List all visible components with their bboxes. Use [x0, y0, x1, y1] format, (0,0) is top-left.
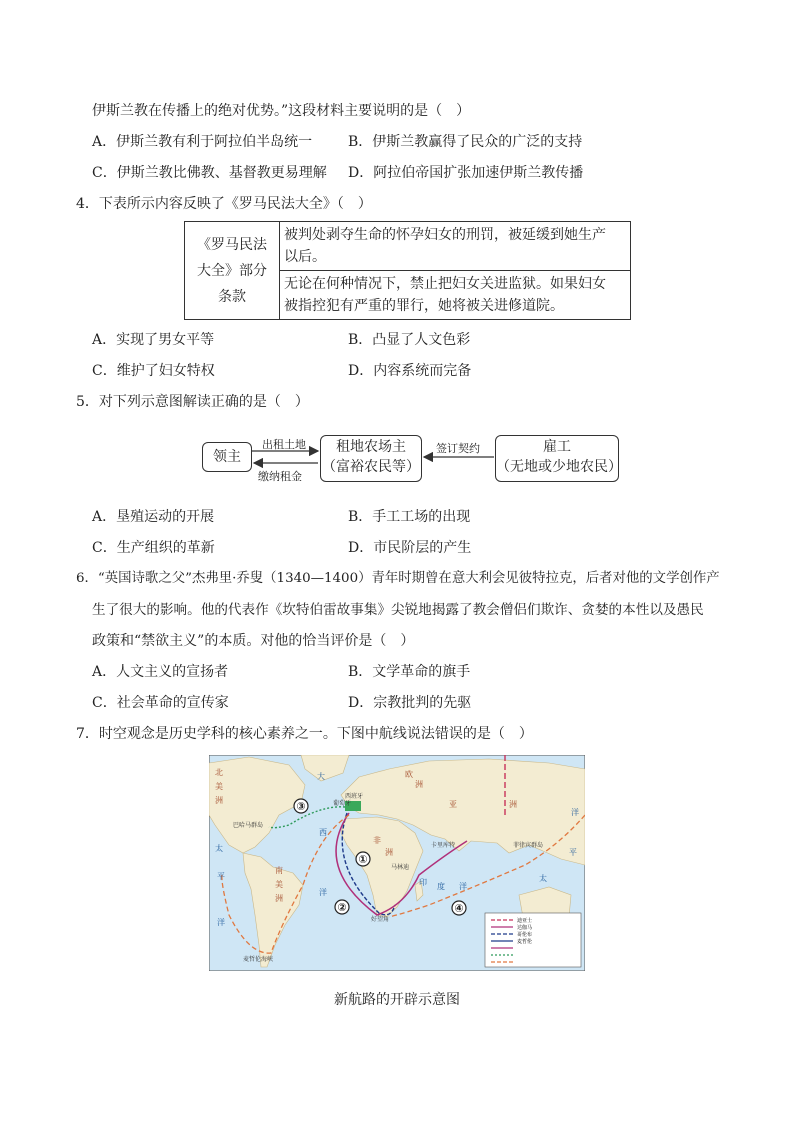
- legend-item-4: 麦哲伦: [517, 939, 533, 945]
- map-legend: [485, 913, 581, 967]
- diagram-arrows: [0, 0, 794, 500]
- label-north-america-3: 洲: [215, 796, 223, 805]
- label-malindi: 马林迪: [391, 864, 410, 871]
- q3-option-d: D．阿拉伯帝国扩张加速伊斯兰教传播: [348, 165, 584, 181]
- legend-item-1: 迪亚士: [517, 918, 533, 924]
- q4-stem: 4．下表所示内容反映了《罗马民法大全》（ ）: [76, 196, 372, 212]
- q3-option-c: C．伊斯兰教比佛教、基督教更易理解: [92, 165, 327, 181]
- label-bahamas: 巴哈马群岛: [233, 822, 264, 829]
- label-north-america-1: 北: [215, 768, 223, 777]
- clause-1-line-1: 被判处剥夺生命的怀孕妇女的刑罚，被延缓到她生产: [284, 227, 606, 243]
- label-africa-2: 洲: [385, 848, 393, 857]
- label-europe-1: 欧: [405, 770, 413, 779]
- legend-box: [485, 913, 581, 967]
- clause-2-line-1: 无论在何种情况下，禁止把妇女关进监狱。如果妇女: [284, 276, 606, 292]
- worker-subtitle: （无地或少地农民）: [496, 459, 622, 475]
- label-pacific-west-3: 洋: [217, 918, 225, 927]
- route-marker-1-label: ①: [358, 853, 368, 866]
- label-south-america-2: 美: [275, 880, 283, 889]
- q6-option-d: D．宗教批判的先驱: [348, 695, 472, 711]
- label-south-america-3: 洲: [275, 894, 283, 903]
- legend-item-3: 哥伦布: [517, 932, 533, 938]
- q7-stem: 7．时空观念是历史学科的核心素养之一。下图中航线说法错误的是（ ）: [76, 726, 533, 742]
- label-philippines: 菲律宾群岛: [513, 842, 544, 849]
- label-pacific-west-1: 太: [215, 844, 223, 853]
- new-sea-routes-map: [209, 755, 585, 971]
- q5-option-a: A．垦殖运动的开展: [92, 509, 215, 525]
- label-asia-1: 亚: [449, 800, 457, 809]
- route-marker-3-label: ③: [296, 800, 306, 813]
- label-asia-2: 洲: [509, 800, 517, 809]
- lord-box: 领主: [202, 442, 252, 472]
- label-south-america-1: 南: [275, 866, 283, 875]
- q5-option-b: B．手工工场的出现: [348, 509, 471, 525]
- label-atlantic-2: 西: [319, 828, 327, 837]
- q3-option-b: B．伊斯兰教赢得了民众的广泛的支持: [348, 134, 583, 150]
- q6-option-c: C．社会革命的宣传家: [92, 695, 229, 711]
- q6-stem-line-3: 政策和“禁欲主义”的本质。对他的恰当评价是（ ）: [92, 633, 415, 649]
- label-atlantic-3: 洋: [319, 888, 327, 897]
- label-pacific-east-2: 平: [569, 848, 577, 857]
- label-indian-1: 印: [419, 878, 427, 887]
- header-line-1: 《罗马民法: [197, 236, 267, 253]
- q3-option-a: A．伊斯兰教有利于阿拉伯半岛统一: [92, 134, 313, 150]
- label-north-america-2: 美: [215, 782, 223, 791]
- q5-option-d: D．市民阶层的产生: [348, 540, 472, 556]
- clause-1-line-2: 以后。: [284, 249, 326, 265]
- label-magellan-strait: 麦哲伦海峡: [243, 956, 274, 963]
- label-calicut: 卡里库特: [431, 842, 456, 849]
- q5-option-c: C．生产组织的革新: [92, 540, 215, 556]
- label-pay-rent: 缴纳租金: [258, 470, 302, 483]
- label-europe-2: 洲: [415, 780, 423, 789]
- label-indian-2: 度: [437, 882, 445, 891]
- label-indian-3: 洋: [459, 882, 467, 891]
- label-rent-land: 出租土地: [262, 438, 306, 451]
- q6-option-a: A．人文主义的宣扬者: [92, 664, 229, 680]
- label-pacific-west-2: 平: [217, 872, 225, 881]
- q6-stem-line-2: 生了很大的影响。他的代表作《坎特伯雷故事集》尖锐地揭露了教会僧侣们欺诈、贪婪的本性以及愚民: [92, 602, 704, 618]
- q3-stem-tail: 伊斯兰教在传播上的绝对优势。”这段材料主要说明的是（ ）: [92, 103, 471, 119]
- worker-title: 雇工: [543, 439, 571, 455]
- route-marker-2-label: ②: [337, 901, 347, 914]
- legend-item-2: 达伽马: [517, 925, 533, 931]
- header-line-2: 大全》部分: [197, 262, 267, 279]
- label-contract: 签订契约: [436, 442, 480, 455]
- label-pacific-east-1: 太: [539, 874, 547, 883]
- route-marker-4-label: ④: [454, 902, 464, 915]
- q6-option-b: B．文学革命的旗手: [348, 664, 471, 680]
- tenant-title: 租地农场主: [336, 439, 406, 455]
- q4-option-a: A．实现了男女平等: [92, 332, 215, 348]
- label-pacific-east-3: 洋: [571, 808, 579, 817]
- q6-stem-line-1: 6．“英国诗歌之父”杰弗里·乔叟（1340—1400）青年时期曾在意大利会见彼特拉克，后者对他的文学创作产: [76, 571, 720, 586]
- label-portugal: 葡萄牙: [333, 800, 352, 807]
- map-caption: 新航路的开辟示意图: [334, 992, 460, 1008]
- tenant-subtitle: （富裕农民等）: [322, 459, 420, 475]
- q4-option-d: D．内容系统而完备: [348, 363, 472, 379]
- q4-option-c: C．维护了妇女特权: [92, 363, 215, 379]
- q5-stem: 5．对下列示意图解读正确的是（ ）: [76, 394, 309, 410]
- q4-option-b: B．凸显了人文色彩: [348, 332, 471, 348]
- label-spain: 西班牙: [345, 793, 364, 800]
- label-cape: 好望角: [371, 916, 390, 923]
- label-atlantic-1: 大: [317, 772, 325, 781]
- header-line-3: 条款: [218, 288, 246, 305]
- label-africa-1: 非: [373, 836, 381, 845]
- clause-2-line-2: 被指控犯有严重的罪行，她将被关进修道院。: [284, 298, 564, 314]
